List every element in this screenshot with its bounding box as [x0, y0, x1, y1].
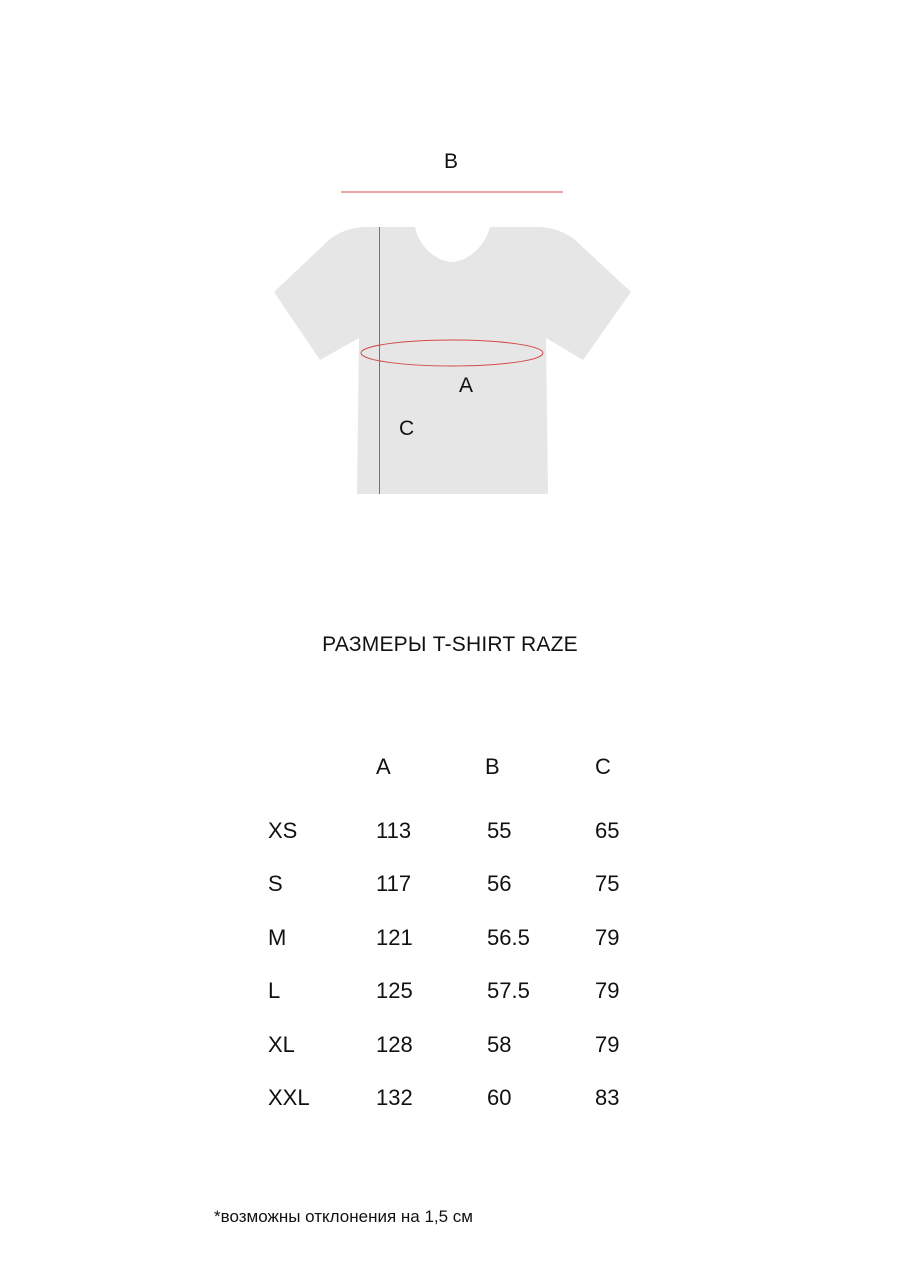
value-cell-a: 117: [376, 871, 412, 897]
size-cell: M: [268, 924, 287, 950]
table-row: [268, 869, 648, 922]
size-table: [268, 752, 648, 1136]
table-header-row: [268, 752, 648, 816]
header-cell-a: A: [376, 754, 391, 779]
value-cell-b: 56.5: [487, 924, 530, 950]
table-row: [268, 923, 648, 976]
size-cell: S: [268, 871, 283, 897]
value-cell-a: 113: [376, 818, 412, 843]
value-cell-b: 56: [487, 871, 512, 897]
value-cell-c: 79: [595, 978, 620, 1004]
value-cell-b: 60: [487, 1084, 512, 1110]
header-cell-c: C: [595, 754, 611, 779]
value-cell-a: 128: [376, 1031, 413, 1057]
page-title: РАЗМЕРЫ T-SHIRT RAZE: [322, 633, 578, 656]
table-row: [268, 1030, 648, 1083]
value-cell-b: 55: [487, 818, 512, 843]
value-cell-c: 79: [595, 924, 620, 950]
size-cell: XXL: [268, 1084, 310, 1110]
value-cell-c: 79: [595, 1031, 620, 1057]
measure-label-b: B: [444, 150, 459, 173]
measure-label-c: C: [399, 417, 415, 440]
table-row: [268, 976, 648, 1029]
tshirt-diagram: [0, 0, 904, 560]
header-cell-b: B: [485, 754, 500, 779]
table-row: [268, 816, 648, 869]
measure-label-a: A: [459, 374, 474, 397]
size-cell: XL: [268, 1031, 295, 1057]
table-row: [268, 1083, 648, 1136]
value-cell-c: 65: [595, 818, 620, 843]
value-cell-c: 83: [595, 1084, 620, 1110]
value-cell-c: 75: [595, 871, 620, 897]
value-cell-a: 132: [376, 1084, 413, 1110]
tshirt-silhouette: [274, 227, 631, 494]
deviation-footnote: *возможны отклонения на 1,5 см: [214, 1207, 473, 1226]
value-cell-a: 125: [376, 978, 413, 1004]
value-cell-a: 121: [376, 924, 413, 950]
size-cell: L: [268, 978, 281, 1004]
value-cell-b: 57.5: [487, 978, 530, 1004]
tshirt-illustration: [0, 0, 904, 560]
value-cell-b: 58: [487, 1031, 512, 1057]
size-cell: XS: [268, 818, 298, 843]
